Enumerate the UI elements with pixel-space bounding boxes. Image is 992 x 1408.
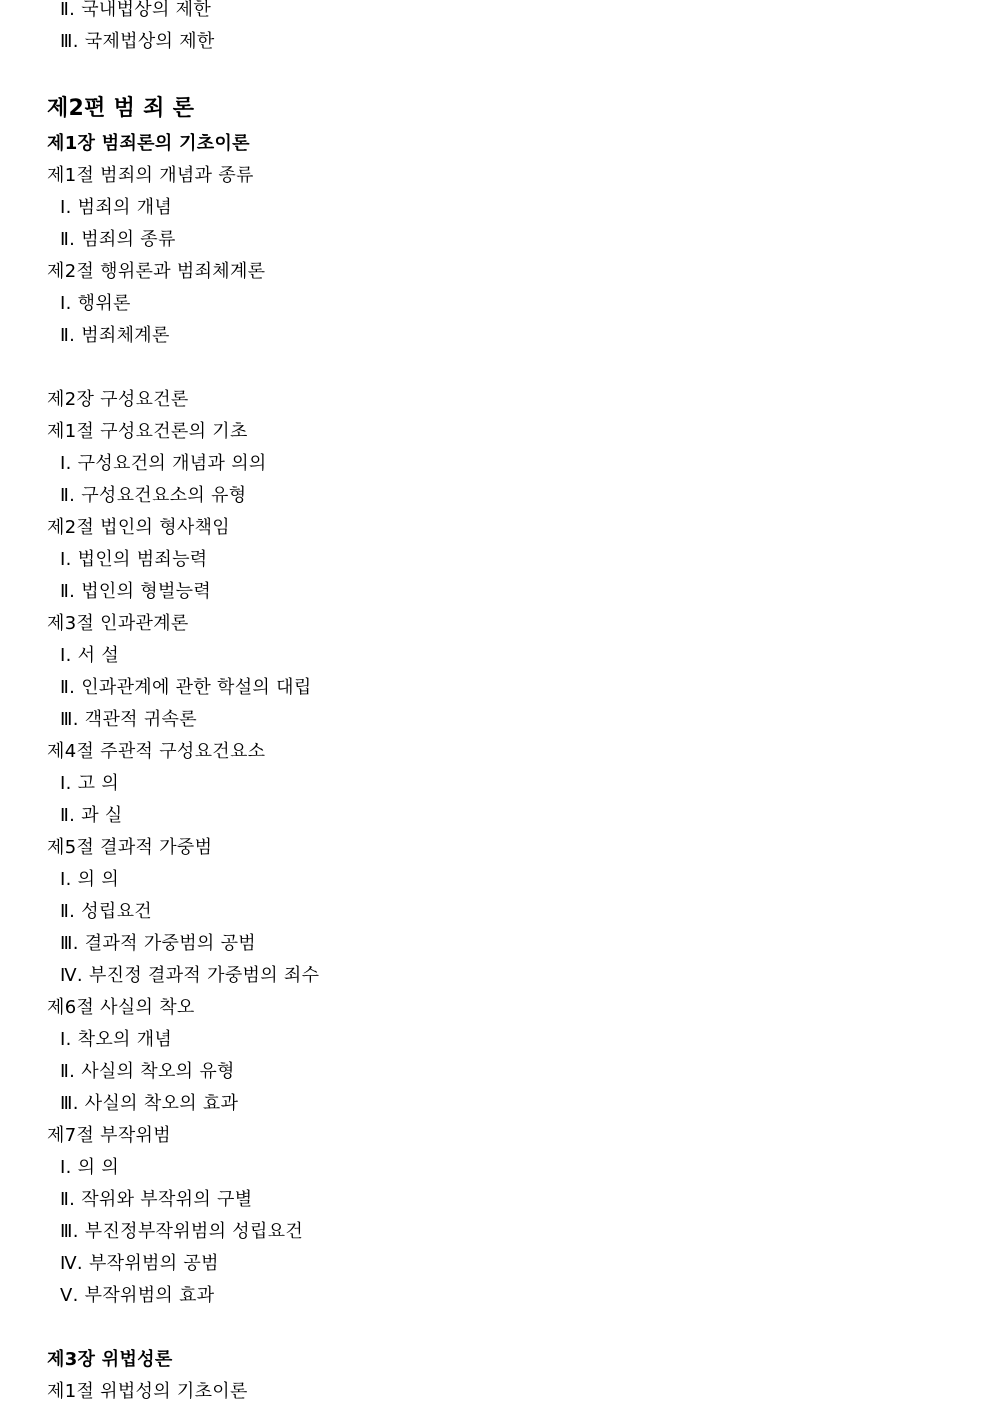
section-heading: 제1절 위법성의 기초이론 — [47, 1381, 248, 1402]
toc-item: Ⅱ. 사실의 착오의 유형 — [60, 1061, 235, 1082]
chapter-heading: 제1장 범죄론의 기초이론 — [47, 133, 250, 154]
toc-item: Ⅰ. 의 의 — [60, 869, 120, 890]
section-heading: 제2절 법인의 형사책임 — [47, 517, 230, 538]
chapter-heading: 제3장 위법성론 — [47, 1349, 173, 1370]
toc-item: Ⅱ. 구성요건요소의 유형 — [60, 485, 247, 506]
toc-item: Ⅱ. 국내법상의 제한 — [60, 0, 212, 20]
toc-item: Ⅱ. 과 실 — [60, 805, 123, 826]
toc-item: Ⅰ. 행위론 — [60, 293, 131, 314]
chapter-heading: 제2장 구성요건론 — [47, 389, 189, 410]
table-of-contents — [47, 0, 947, 1408]
toc-item: Ⅲ. 결과적 가중범의 공범 — [60, 933, 256, 954]
toc-item: Ⅴ. 부작위범의 효과 — [60, 1285, 215, 1306]
section-heading: 제6절 사실의 착오 — [47, 997, 195, 1018]
section-heading: 제5절 결과적 가중범 — [47, 837, 213, 858]
toc-item: Ⅳ. 부작위범의 공범 — [60, 1253, 219, 1274]
part-heading: 제2편 범 죄 론 — [47, 96, 195, 121]
spacer — [47, 352, 947, 384]
spacer — [47, 58, 947, 90]
section-heading: 제1절 범죄의 개념과 종류 — [47, 165, 254, 186]
toc-item: Ⅰ. 착오의 개념 — [60, 1029, 173, 1050]
section-heading: 제3절 인과관계론 — [47, 613, 189, 634]
toc-item: Ⅰ. 서 설 — [60, 645, 120, 666]
toc-item: Ⅳ. 부진정 결과적 가중범의 죄수 — [60, 965, 320, 986]
toc-item: Ⅰ. 범죄의 개념 — [60, 197, 173, 218]
toc-item: Ⅱ. 작위와 부작위의 구별 — [60, 1189, 253, 1210]
toc-item: Ⅰ. 구성요건의 개념과 의의 — [60, 453, 267, 474]
section-heading: 제1절 구성요건론의 기초 — [47, 421, 248, 442]
spacer — [47, 1312, 947, 1344]
section-heading: 제2절 행위론과 범죄체계론 — [47, 261, 266, 282]
toc-item: Ⅲ. 사실의 착오의 효과 — [60, 1093, 239, 1114]
toc-item: Ⅰ. 의 의 — [60, 1157, 120, 1178]
toc-item: Ⅰ. 고 의 — [60, 773, 120, 794]
toc-item: Ⅱ. 성립요건 — [60, 901, 152, 922]
section-heading: 제4절 주관적 구성요건요소 — [47, 741, 266, 762]
toc-item: Ⅱ. 범죄의 종류 — [60, 229, 176, 250]
toc-item: Ⅱ. 인과관계에 관한 학설의 대립 — [60, 677, 312, 698]
toc-item: Ⅰ. 법인의 범죄능력 — [60, 549, 208, 570]
toc-item: Ⅱ. 범죄체계론 — [60, 325, 170, 346]
toc-item: Ⅱ. 법인의 형벌능력 — [60, 581, 212, 602]
toc-item: Ⅲ. 국제법상의 제한 — [60, 31, 215, 52]
toc-item: Ⅲ. 객관적 귀속론 — [60, 709, 197, 730]
section-heading: 제7절 부작위범 — [47, 1125, 171, 1146]
toc-item: Ⅲ. 부진정부작위범의 성립요건 — [60, 1221, 304, 1242]
